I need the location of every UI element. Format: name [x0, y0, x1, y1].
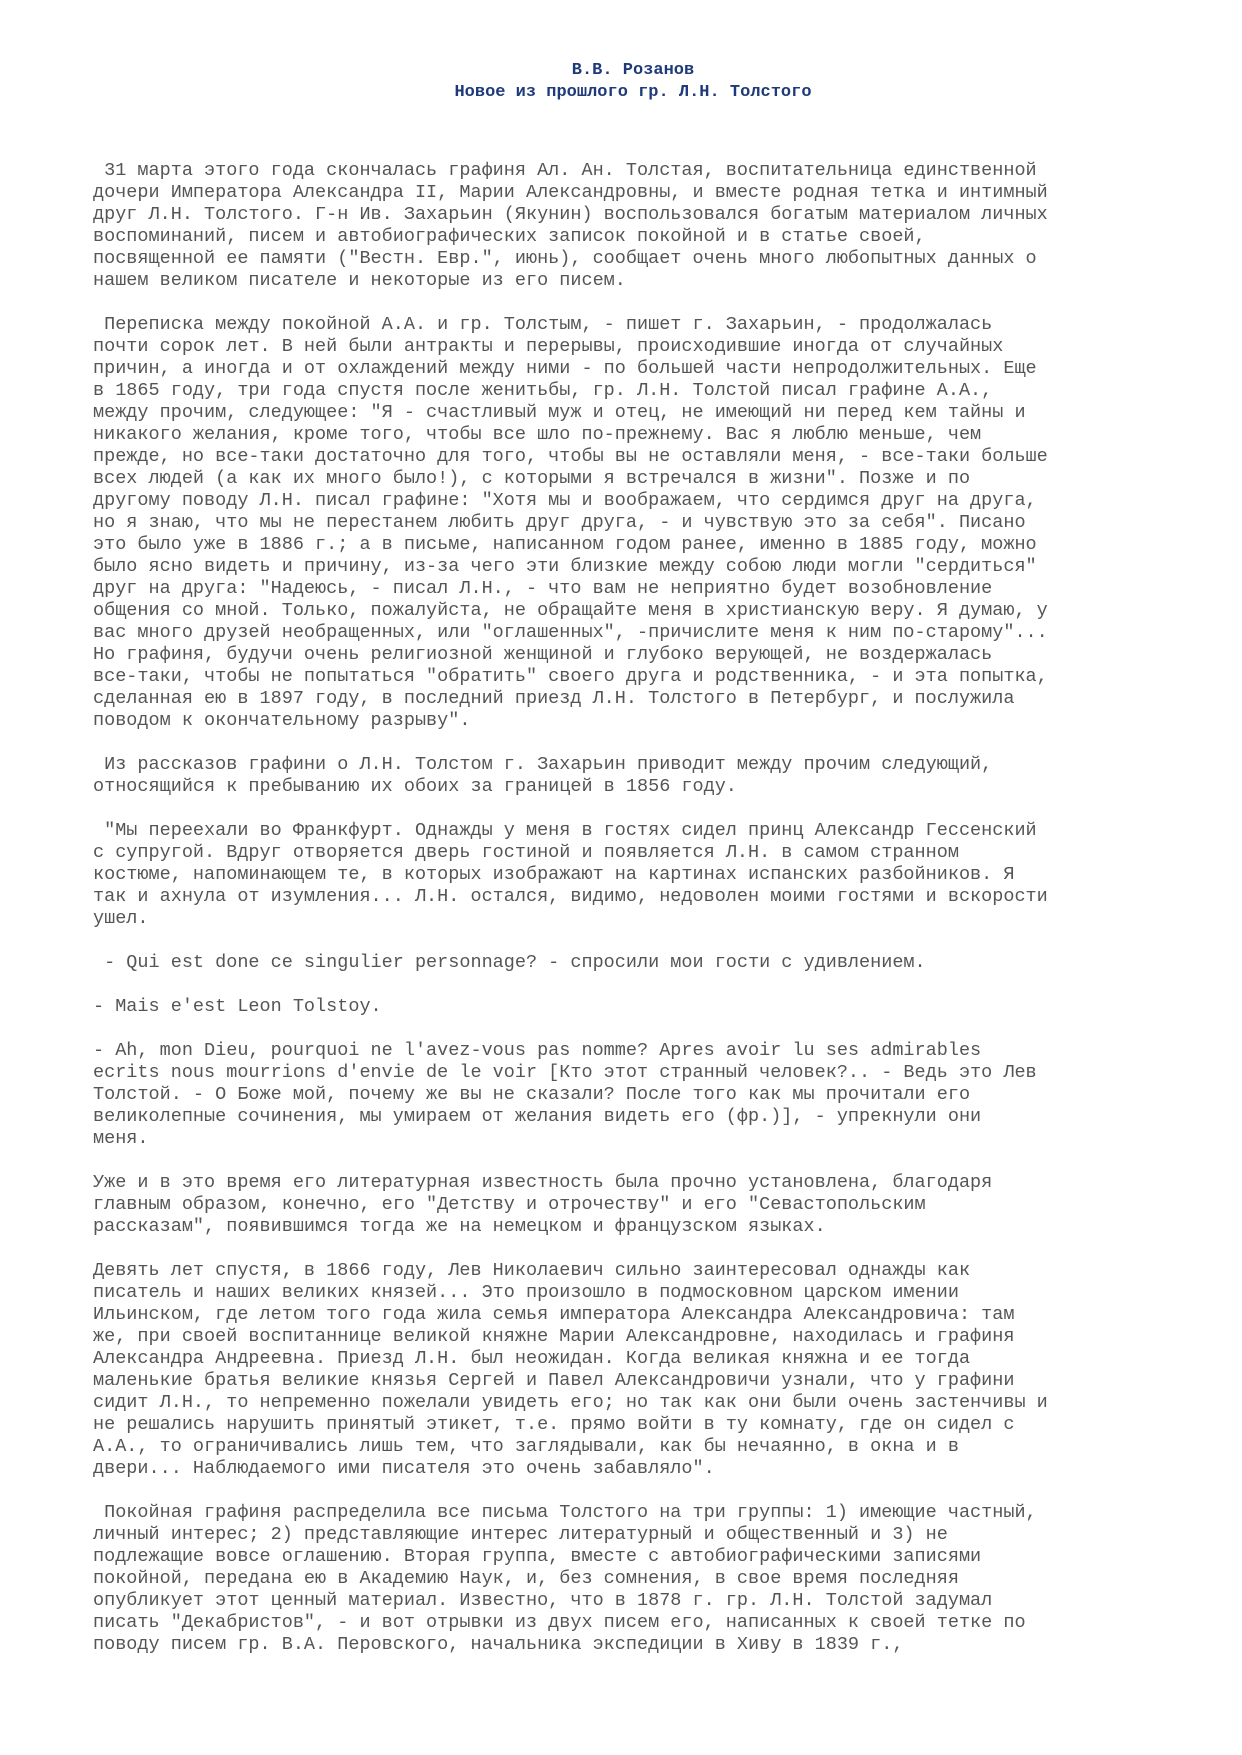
text-line: - Qui est done ce singulier personnage? - спросили мои гости с удивлением.: [93, 952, 926, 973]
text-line: сидит Л.Н., то непременно пожелали увидеть его; но так как они были очень застенчивы и: [93, 1392, 1048, 1413]
author-name: В.В. Розанов: [571, 61, 695, 80]
text-line: покойной, передана ею в Академию Наук, и, без сомнения, в свое время последняя: [93, 1568, 959, 1589]
text-line: Покойная графиня распределила все письма Толстого на три группы: 1) имеющие частный,: [93, 1502, 1037, 1523]
text-line: не решались нарушить принятый этикет, т.е. прямо войти в ту комнату, где он сидел с: [93, 1414, 1015, 1435]
text-line: великолепные сочинения, мы умираем от желания видеть его (фр.)], - упрекнули они: [93, 1106, 982, 1127]
text-line: писать "Декабристов", - и вот отрывки из двух писем его, написанных к своей тетке по: [93, 1612, 1026, 1633]
text-line: Из рассказов графини о Л.Н. Толстом г. Захарьин приводит между прочим следующий,: [93, 754, 993, 775]
text-line: Ильинском, где летом того года жила семья императора Александра Александровича: там: [93, 1304, 1015, 1325]
text-line: подлежащие вовсе оглашению. Вторая группа, вместе с автобиографическими записями: [93, 1546, 982, 1567]
text-line: все-таки, чтобы не попытаться "обратить" своего друга и родственника, - и эта попытка,: [93, 666, 1048, 687]
paragraph: [93, 820, 1173, 930]
text-line: Александра Андреевна. Приезд Л.Н. был неожидан. Когда великая княжна и ее тогда: [93, 1348, 971, 1369]
text-line: меня.: [93, 1128, 149, 1149]
text-line: никакого желания, кроме того, чтобы все шло по-прежнему. Вас я люблю меньше, чем: [93, 424, 982, 445]
article-body: [93, 160, 1173, 1656]
text-line: ecrits nous mourrions d'envie de le voir [Кто этот странный человек?.. - Ведь это Лев: [93, 1062, 1037, 1083]
text-line: Но графиня, будучи очень религиозной женщиной и глубоко верующей, не воздержалась: [93, 644, 993, 665]
text-line: двери... Наблюдаемого ими писателя это очень забавляло".: [93, 1458, 715, 1479]
text-line: Переписка между покойной А.А. и гр. Толстым, - пишет г. Захарьин, - продолжалась: [93, 314, 993, 335]
text-line: прежде, но все-таки достаточно для того, чтобы вы не оставляли меня, - все-таки больше: [93, 446, 1048, 467]
text-line: общения со мной. Только, пожалуйста, не обращайте меня в христианскую веру. Я думаю, у: [93, 600, 1048, 621]
paragraph: [93, 754, 1173, 798]
text-line: рассказам", появившимся тогда же на немецком и французском языках.: [93, 1216, 826, 1237]
text-line: в 1865 году, три года спустя после женитьбы, гр. Л.Н. Толстой писал графине А.А.,: [93, 380, 993, 401]
text-line: поводу писем гр. В.А. Перовского, начальника экспедиции в Хиву в 1839 г.,: [93, 1634, 904, 1655]
text-line: нашем великом писателе и некоторые из его писем.: [93, 270, 626, 291]
text-line: Девять лет спустя, в 1866 году, Лев Николаевич сильно заинтересовал однажды как: [93, 1260, 971, 1281]
text-line: ушел.: [93, 908, 149, 929]
text-line: - Ah, mon Dieu, pourquoi ne l'avez-vous pas nomme? Apres avoir lu ses admirables: [93, 1040, 982, 1061]
text-line: Толстой. - О Боже мой, почему же вы не сказали? После того как мы прочитали его: [93, 1084, 971, 1105]
paragraph: [93, 1502, 1173, 1656]
text-line: друг Л.Н. Толстого. Г-н Ив. Захарьин (Якунин) воспользовался богатым материалом личных: [93, 204, 1048, 225]
paragraph: [93, 952, 1173, 974]
text-line: - Mais e'est Leon Tolstoy.: [93, 996, 382, 1017]
paragraph: [93, 160, 1173, 292]
text-line: между прочим, следующее: "Я - счастливый муж и отец, не имеющий ни перед кем тайны и: [93, 402, 1026, 423]
text-line: причин, а иногда и от охлаждений между ними - по большей части непродолжительных. Еще: [93, 358, 1037, 379]
text-line: А.А., то ограничивались лишь тем, что заглядывали, как бы нечаянно, в окна и в: [93, 1436, 959, 1457]
text-line: "Мы переехали во Франкфурт. Однажды у меня в гостях сидел принц Александр Гессенский: [93, 820, 1037, 841]
text-line: костюме, напоминающем те, в которых изображают на картинах испанских разбойников. Я: [93, 864, 1015, 885]
text-line: писатель и наших великих князей... Это произошло в подмосковном царском имении: [93, 1282, 959, 1303]
paragraph: [93, 1260, 1173, 1480]
paragraph: [93, 1172, 1173, 1238]
text-line: главным образом, конечно, его "Детству и отрочеству" и его "Севастопольским: [93, 1194, 926, 1215]
text-line: личный интерес; 2) представляющие интерес литературный и общественный и 3) не: [93, 1524, 948, 1545]
text-line: всех людей (а как их много было!), с которыми я встречался в жизни". Позже и по: [93, 468, 971, 489]
paragraph: [93, 996, 1173, 1018]
text-line: было ясно видеть и причину, из-за чего эти близкие между собою люди могли "сердиться": [93, 556, 1037, 577]
text-line: дочери Императора Александра II, Марии Александровны, и вместе родная тетка и интимный: [93, 182, 1048, 203]
text-line: же, при своей воспитаннице великой княжне Марии Александровне, находилась и графиня: [93, 1326, 1015, 1347]
text-line: опубликует этот ценный материал. Известно, что в 1878 г. гр. Л.Н. Толстой задумал: [93, 1590, 993, 1611]
text-line: сделанная ею в 1897 году, в последний приезд Л.Н. Толстого в Петербург, и послужила: [93, 688, 1015, 709]
text-line: поводом к окончательному разрыву".: [93, 710, 471, 731]
text-line: другому поводу Л.Н. писал графине: "Хотя мы и воображаем, что сердимся друг на друга,: [93, 490, 1037, 511]
paragraph: [93, 1040, 1173, 1150]
text-line: с супругой. Вдруг отворяется дверь гостиной и появляется Л.Н. в самом странном: [93, 842, 959, 863]
text-line: посвященной ее памяти ("Вестн. Евр.", июнь), сообщает очень много любопытных данных о: [93, 248, 1037, 269]
paragraph: [93, 314, 1173, 732]
text-line: воспоминаний, писем и автобиографических записок покойной и в статье своей,: [93, 226, 926, 247]
document-header: [93, 60, 1173, 104]
document-page: [93, 60, 1173, 1678]
text-line: но я знаю, что мы не перестанем любить друг друга, - и чувствую это за себя". Писано: [93, 512, 1026, 533]
text-line: вас много друзей необращенных, или "оглашенных", -причислите меня к ним по-старому"...: [93, 622, 1048, 643]
text-line: почти сорок лет. В ней были антракты и перерывы, происходившие иногда от случайных: [93, 336, 1004, 357]
text-line: друг на друга: "Надеюсь, - писал Л.Н., - что вам не неприятно будет возобновление: [93, 578, 993, 599]
text-line: относящийся к пребыванию их обоих за границей в 1856 году.: [93, 776, 737, 797]
text-line: маленькие братья великие князья Сергей и Павел Александровичи узнали, что у графини: [93, 1370, 1015, 1391]
text-line: это было уже в 1886 г.; а в письме, написанном годом ранее, именно в 1885 году, можно: [93, 534, 1037, 555]
article-title: Новое из прошлого гр. Л.Н. Толстого: [454, 83, 812, 102]
text-line: 31 марта этого года скончалась графиня Ал. Ан. Толстая, воспитательница единственной: [93, 160, 1037, 181]
text-line: так и ахнула от изумления... Л.Н. остался, видимо, недоволен моими гостями и вскорости: [93, 886, 1048, 907]
text-line: Уже и в это время его литературная известность была прочно установлена, благодаря: [93, 1172, 993, 1193]
